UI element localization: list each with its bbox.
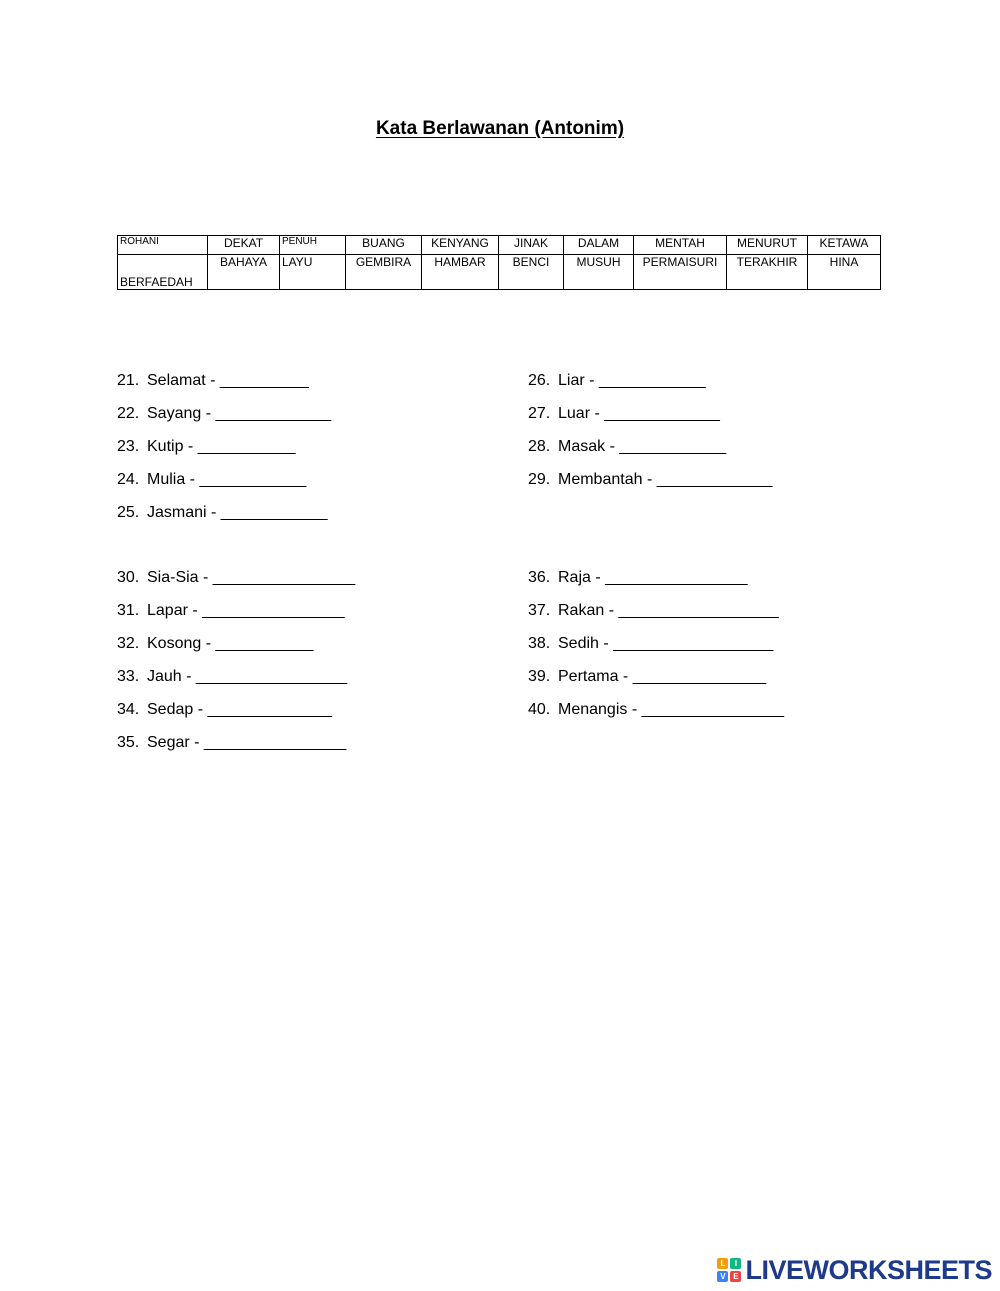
question-number: 22.: [117, 405, 140, 422]
question-word: Membantah -: [558, 471, 657, 488]
question-number: 34.: [117, 701, 140, 718]
question-item: [117, 370, 309, 392]
question-item: [117, 666, 347, 688]
question-item: [117, 502, 328, 524]
word-bank-cell: TERAKHIR: [727, 255, 808, 290]
question-word: Jauh -: [147, 668, 196, 685]
question-item: [528, 436, 726, 458]
logo-mark-letter: E: [730, 1271, 741, 1282]
question-number: 21.: [117, 372, 140, 389]
answer-blank[interactable]: ________________: [202, 602, 345, 619]
question-number: 27.: [528, 405, 551, 422]
question-word: Luar -: [558, 405, 605, 422]
question-word: Kutip -: [147, 438, 198, 455]
question-number: 23.: [117, 438, 140, 455]
answer-blank[interactable]: ____________: [199, 471, 307, 488]
question-number: 32.: [117, 635, 140, 652]
word-bank-cell: HAMBAR: [422, 255, 499, 290]
question-word: Mulia -: [147, 471, 200, 488]
question-number: 31.: [117, 602, 140, 619]
question-item: [528, 699, 784, 721]
word-bank-cell: JINAK: [499, 236, 564, 255]
answer-blank[interactable]: ______________: [207, 701, 333, 718]
word-bank-row: [118, 255, 881, 290]
question-word: Jasmani -: [147, 504, 221, 521]
question-word: Sedap -: [147, 701, 208, 718]
question-word: Pertama -: [558, 668, 633, 685]
question-number: 30.: [117, 569, 140, 586]
word-bank-cell: ROHANI: [118, 236, 208, 255]
answer-blank[interactable]: ___________: [197, 438, 296, 455]
question-item: [528, 567, 748, 589]
worksheet-title: Kata Berlawanan (Antonim): [375, 118, 625, 139]
question-item: [528, 403, 720, 425]
answer-blank[interactable]: _____________: [656, 471, 773, 488]
word-bank-cell: DALAM: [564, 236, 634, 255]
question-word: Lapar -: [147, 602, 203, 619]
question-word: Selamat -: [147, 372, 220, 389]
word-bank-cell: DEKAT: [208, 236, 280, 255]
answer-blank[interactable]: ____________: [619, 438, 727, 455]
question-item: [528, 600, 779, 622]
question-number: 26.: [528, 372, 551, 389]
question-item: [117, 732, 346, 754]
answer-blank[interactable]: __________________: [613, 635, 774, 652]
question-number: 35.: [117, 734, 140, 751]
question-number: 29.: [528, 471, 551, 488]
answer-blank[interactable]: _____________: [604, 405, 720, 422]
word-bank-cell: GEMBIRA: [346, 255, 422, 290]
answer-blank[interactable]: _____________: [215, 405, 332, 422]
question-word: Raja -: [558, 569, 606, 586]
word-bank-cell: KETAWA: [808, 236, 881, 255]
word-bank-cell: PERMAISURI: [634, 255, 727, 290]
question-word: Masak -: [558, 438, 620, 455]
question-word: Liar -: [558, 372, 599, 389]
word-bank-cell: BENCI: [499, 255, 564, 290]
answer-blank[interactable]: __________________: [618, 602, 779, 619]
question-item: [117, 567, 355, 589]
question-number: 24.: [117, 471, 140, 488]
answer-blank[interactable]: ________________: [605, 569, 748, 586]
question-item: [528, 633, 773, 655]
question-number: 38.: [528, 635, 551, 652]
answer-blank[interactable]: ___________: [215, 635, 314, 652]
question-number: 37.: [528, 602, 551, 619]
question-word: Menangis -: [558, 701, 642, 718]
question-word: Sedih -: [558, 635, 614, 652]
question-number: 33.: [117, 668, 140, 685]
logo-mark-letter: V: [717, 1271, 728, 1282]
answer-blank[interactable]: _________________: [195, 668, 348, 685]
question-number: 25.: [117, 504, 140, 521]
question-number: 36.: [528, 569, 551, 586]
word-bank-cell: HINA: [808, 255, 881, 290]
question-word: Kosong -: [147, 635, 216, 652]
question-word: Sia-Sia -: [147, 569, 213, 586]
question-number: 39.: [528, 668, 551, 685]
question-word: Sayang -: [147, 405, 216, 422]
question-number: 40.: [528, 701, 551, 718]
logo-mark-icon: [717, 1258, 741, 1282]
logo-mark-letter: L: [717, 1258, 728, 1269]
word-bank-cell: PENUH: [280, 236, 346, 255]
question-item: [117, 469, 306, 491]
word-bank-cell: MENTAH: [634, 236, 727, 255]
logo-mark-letter: I: [730, 1258, 741, 1269]
word-bank-cell: KENYANG: [422, 236, 499, 255]
question-item: [117, 699, 332, 721]
answer-blank[interactable]: _______________: [632, 668, 767, 685]
question-word: Rakan -: [558, 602, 619, 619]
question-item: [528, 666, 766, 688]
answer-blank[interactable]: __________: [219, 372, 309, 389]
answer-blank[interactable]: ________________: [203, 734, 347, 751]
word-bank-table: [117, 235, 881, 290]
word-bank-row: [118, 236, 881, 255]
question-item: [117, 600, 345, 622]
question-item: [117, 403, 331, 425]
question-item: [117, 436, 296, 458]
word-bank-cell: LAYU: [280, 255, 346, 290]
answer-blank[interactable]: ____________: [220, 504, 328, 521]
word-bank-cell: MENURUT: [727, 236, 808, 255]
word-bank-cell: MUSUH: [564, 255, 634, 290]
answer-blank[interactable]: ________________: [641, 701, 784, 718]
liveworksheets-logo: [717, 1255, 992, 1285]
logo-text: LIVEWORKSHEETS: [745, 1254, 992, 1285]
question-item: [528, 370, 706, 392]
question-word: Segar -: [147, 734, 204, 751]
word-bank-cell: BAHAYA: [208, 255, 280, 290]
answer-blank[interactable]: ________________: [212, 569, 356, 586]
word-bank-cell: BERFAEDAH: [118, 255, 208, 290]
question-item: [117, 633, 313, 655]
answer-blank[interactable]: ____________: [598, 372, 706, 389]
word-bank-cell: BUANG: [346, 236, 422, 255]
question-item: [528, 469, 772, 491]
question-number: 28.: [528, 438, 551, 455]
